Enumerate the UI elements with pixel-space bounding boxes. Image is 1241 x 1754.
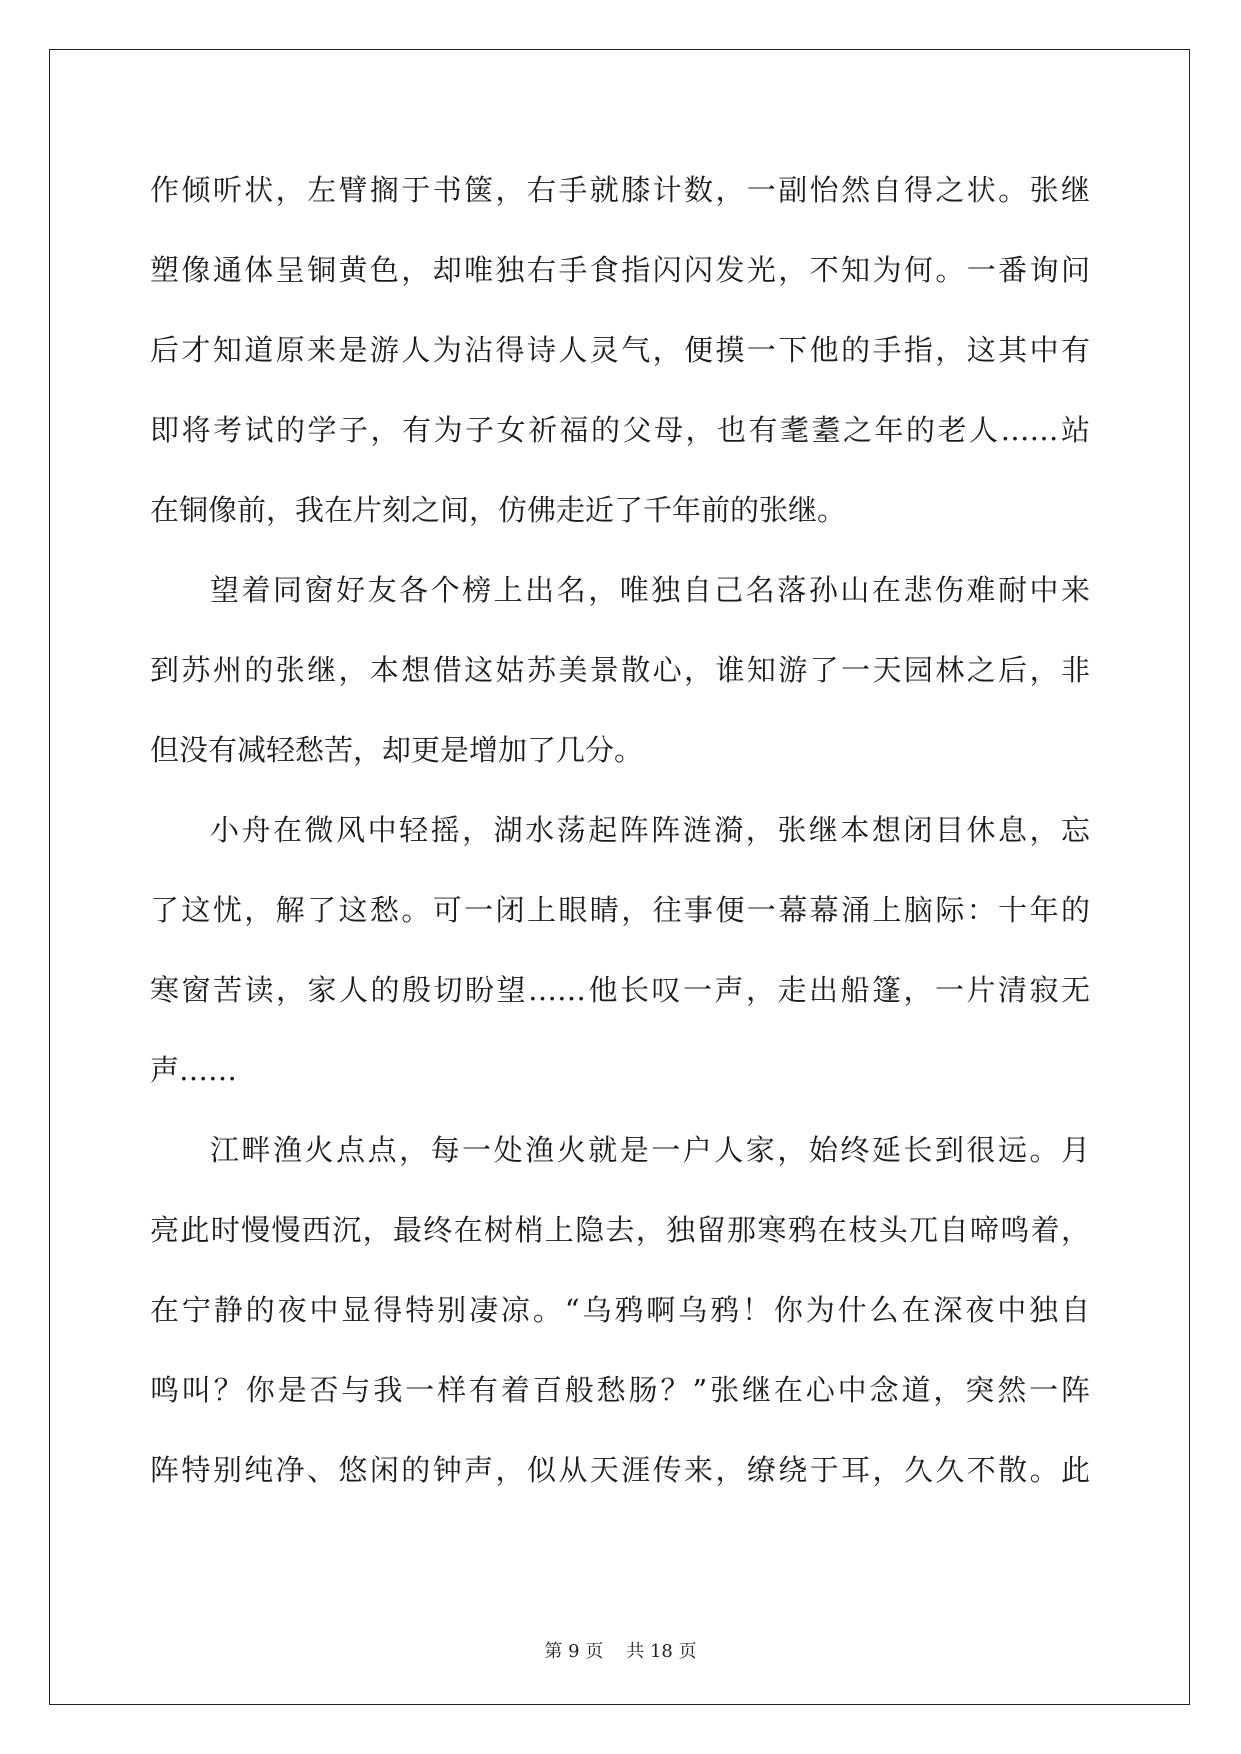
text-line: 声…… (150, 1053, 238, 1087)
text-line: 但没有减轻愁苦，却更是增加了几分。 (150, 733, 644, 767)
text-line: 在铜像前，我在片刻之间，仿佛走近了千年前的张继。 (150, 493, 847, 527)
text-line: 了这忧，解了这愁。可一闭上眼睛，往事便一幕幕涌上脑际：十年的 (150, 893, 1090, 927)
text-line: 小舟在微风中轻摇，湖水荡起阵阵涟漪，张继本想闭目休息，忘 (210, 813, 1090, 847)
text-line: 亮此时慢慢西沉，最终在树梢上隐去，独留那寒鸦在枝头兀自啼鸣着， (150, 1213, 1090, 1247)
text-line: 后才知道原来是游人为沾得诗人灵气，便摸一下他的手指，这其中有 (150, 333, 1090, 367)
text-line: 阵特别纯净、悠闲的钟声，似从天涯传来，缭绕于耳，久久不散。此 (150, 1453, 1090, 1487)
text-line: 望着同窗好友各个榜上出名，唯独自己名落孙山在悲伤难耐中来 (210, 573, 1090, 607)
text-line: 江畔渔火点点，每一处渔火就是一户人家，始终延长到很远。月 (210, 1133, 1090, 1167)
text-line: 作倾听状，左臂搁于书箧，右手就膝计数，一副怡然自得之状。张继 (150, 173, 1090, 207)
page-footer (0, 1640, 1241, 1664)
text-line: 在宁静的夜中显得特别凄凉。“乌鸦啊乌鸦！你为什么在深夜中独自 (150, 1293, 1090, 1327)
text-line: 寒窗苦读，家人的殷切盼望……他长叹一声，走出船篷，一片清寂无 (150, 973, 1090, 1007)
text-line: 到苏州的张继，本想借这姑苏美景散心，谁知游了一天园林之后，非 (150, 653, 1090, 687)
page-number: 第 9 页 (544, 1641, 604, 1662)
document-body (150, 150, 1090, 1510)
text-line: 即将考试的学子，有为子女祈福的父母，也有耄耋之年的老人……站 (150, 413, 1090, 447)
text-line: 鸣叫？你是否与我一样有着百般愁肠？”张继在心中念道，突然一阵 (150, 1373, 1090, 1407)
page-total: 共 18 页 (626, 1641, 697, 1662)
text-line: 塑像通体呈铜黄色，却唯独右手食指闪闪发光，不知为何。一番询问 (150, 253, 1090, 287)
